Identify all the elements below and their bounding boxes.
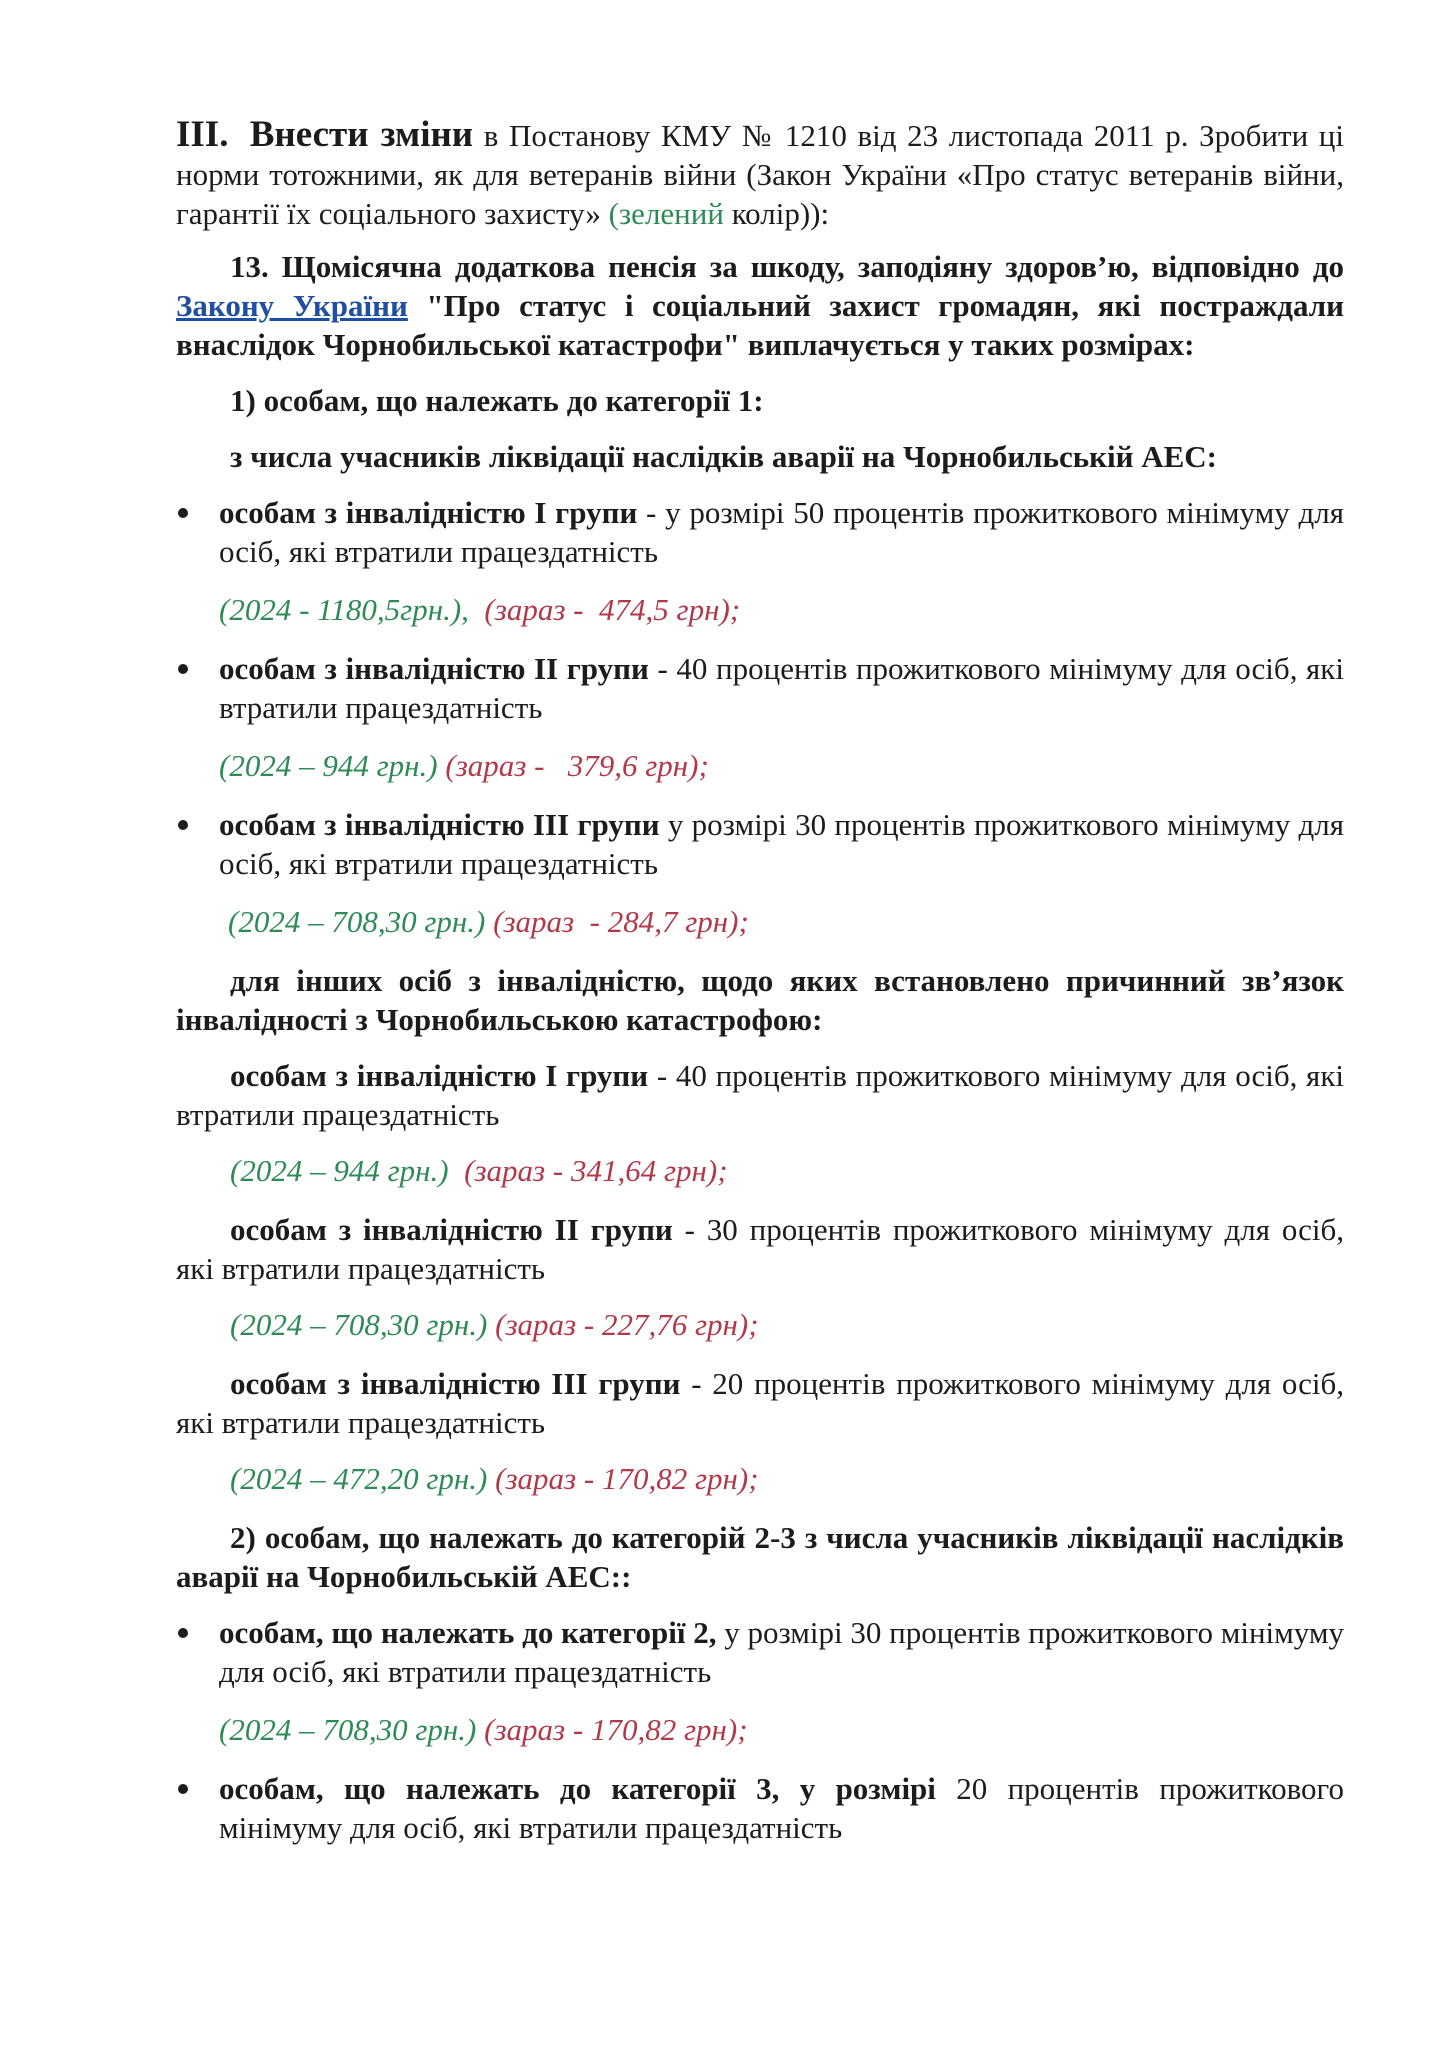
item-text: 20 процентів прожиткового мінімуму для осіб, які втратили працездатність	[219, 1771, 1344, 1845]
item-bold: особам з інвалідністю ІІІ групи	[230, 1366, 681, 1401]
item-bold: особам з інвалідністю ІІ групи	[219, 651, 649, 686]
amount-2024: (2024 – 708,30 грн.)	[228, 904, 494, 939]
bullet-icon	[178, 508, 188, 518]
item-text: - у розмірі 50 процентів прожиткового мінімуму для осіб, які втратили працездатність	[219, 495, 1344, 569]
item-text: у розмірі 30 процентів прожиткового мінімуму для осіб, які втратили працездатність	[219, 1615, 1344, 1689]
item-bold: особам з інвалідністю І групи	[219, 495, 638, 530]
item-text: - 30 процентів прожиткового мінімуму для осіб, які втратили працездатність	[176, 1212, 1344, 1286]
item-bold: особам з інвалідністю І групи	[230, 1058, 649, 1093]
bullet-icon	[178, 820, 188, 830]
list-item-b2	[176, 649, 1344, 727]
category-1-subtitle: з числа учасників ліквідації наслідків аварії на Чорнобильській АЕС:	[230, 439, 1217, 474]
law-link[interactable]: Закону України	[176, 288, 408, 323]
bullet-icon	[178, 1628, 188, 1638]
amount-now: (зараз - 379,6 грн);	[445, 748, 709, 783]
amount-b2	[176, 746, 1344, 785]
paragraph-13-start: 13. Щомісячна додаткова пенсія за шкоду, заподіяну здоров’ю, відповідно до	[230, 249, 1344, 284]
amount-now: (зараз - 284,7 грн);	[493, 904, 749, 939]
amount-2024: (2024 – 472,20 грн.)	[230, 1461, 496, 1496]
bullet-icon	[178, 1784, 188, 1794]
bullet-icon	[178, 664, 188, 674]
amount-2024: (2024 – 708,30 грн.)	[219, 1712, 485, 1747]
amount-now: (зараз - 474,5 грн);	[484, 592, 741, 627]
item-bold: особам з інвалідністю ІІІ групи	[219, 807, 660, 842]
amount-c2	[176, 1710, 1344, 1749]
item-bold: особам, що належать до категорії 3, у розмірі	[219, 1771, 936, 1806]
category-1-title: 1) особам, що належать до категорії 1:	[230, 383, 764, 418]
amount-now: (зараз - 341,64 грн);	[464, 1153, 728, 1188]
section-tail: колір)):	[723, 196, 830, 231]
amount-o2	[176, 1305, 1344, 1344]
amount-2024: (2024 - 1180,5грн.),	[219, 592, 485, 627]
amount-o1	[176, 1151, 1344, 1190]
amount-now: (зараз - 170,82 грн);	[495, 1461, 759, 1496]
green-word: (зелений	[608, 196, 724, 231]
section-lead: Внести зміни	[249, 114, 474, 155]
item-text: - 20 процентів прожиткового мінімуму для осіб, які втратили працездатність	[176, 1366, 1344, 1440]
list-item-b1	[176, 493, 1344, 571]
category-2-3-title: 2) особам, що належать до категорій 2-3 з числа учасників ліквідації наслідків аварії на Чорнобильській АЕС::	[176, 1520, 1344, 1594]
amount-now: (зараз - 170,82 грн);	[484, 1712, 748, 1747]
section-heading	[176, 115, 1344, 233]
amount-2024: (2024 – 944 грн.)	[219, 748, 446, 783]
paragraph-13	[176, 247, 1344, 364]
list-item-c3	[176, 1769, 1344, 1847]
other-item-2	[176, 1210, 1344, 1288]
list-item-c2	[176, 1613, 1344, 1691]
amount-2024: (2024 – 708,30 грн.)	[230, 1307, 496, 1342]
amount-now: (зараз - 227,76 грн);	[495, 1307, 759, 1342]
amount-o3	[176, 1459, 1344, 1498]
item-text: - 40 процентів прожиткового мінімуму для осіб, які втратили працездатність	[219, 651, 1344, 725]
amount-2024: (2024 – 944 грн.)	[230, 1153, 465, 1188]
item-bold: особам з інвалідністю ІІ групи	[230, 1212, 673, 1247]
other-item-3	[176, 1364, 1344, 1442]
amount-b3	[176, 902, 1344, 941]
item-bold: особам, що належать до категорії 2,	[219, 1615, 717, 1650]
list-item-b3	[176, 805, 1344, 883]
other-persons-intro: для інших осіб з інвалідністю, щодо яких встановлено причинний зв’язок інвалідності з Чорнобильською катастрофою:	[176, 963, 1344, 1037]
amount-b1	[176, 590, 1344, 629]
item-text: у розмірі 30 процентів прожиткового мінімуму для осіб, які втратили працездатність	[219, 807, 1344, 881]
item-text: - 40 процентів прожиткового мінімуму для осіб, які втратили працездатність	[176, 1058, 1344, 1132]
other-item-1	[176, 1056, 1344, 1134]
paragraph-13-end: "Про статус і соціальний захист громадян, які постраждали внаслідок Чорнобильської катастрофи" виплачується у таких розмірах:	[176, 288, 1345, 362]
section-text: в Постанову КМУ № 1210 від 23 листопада 2011 р. Зробити ці норми тотожними, як для ветеранів війни (Закон України «Про статус ветеранів війни, гарантії їх соціального захисту»	[176, 118, 1344, 231]
section-number: III.	[176, 114, 229, 155]
